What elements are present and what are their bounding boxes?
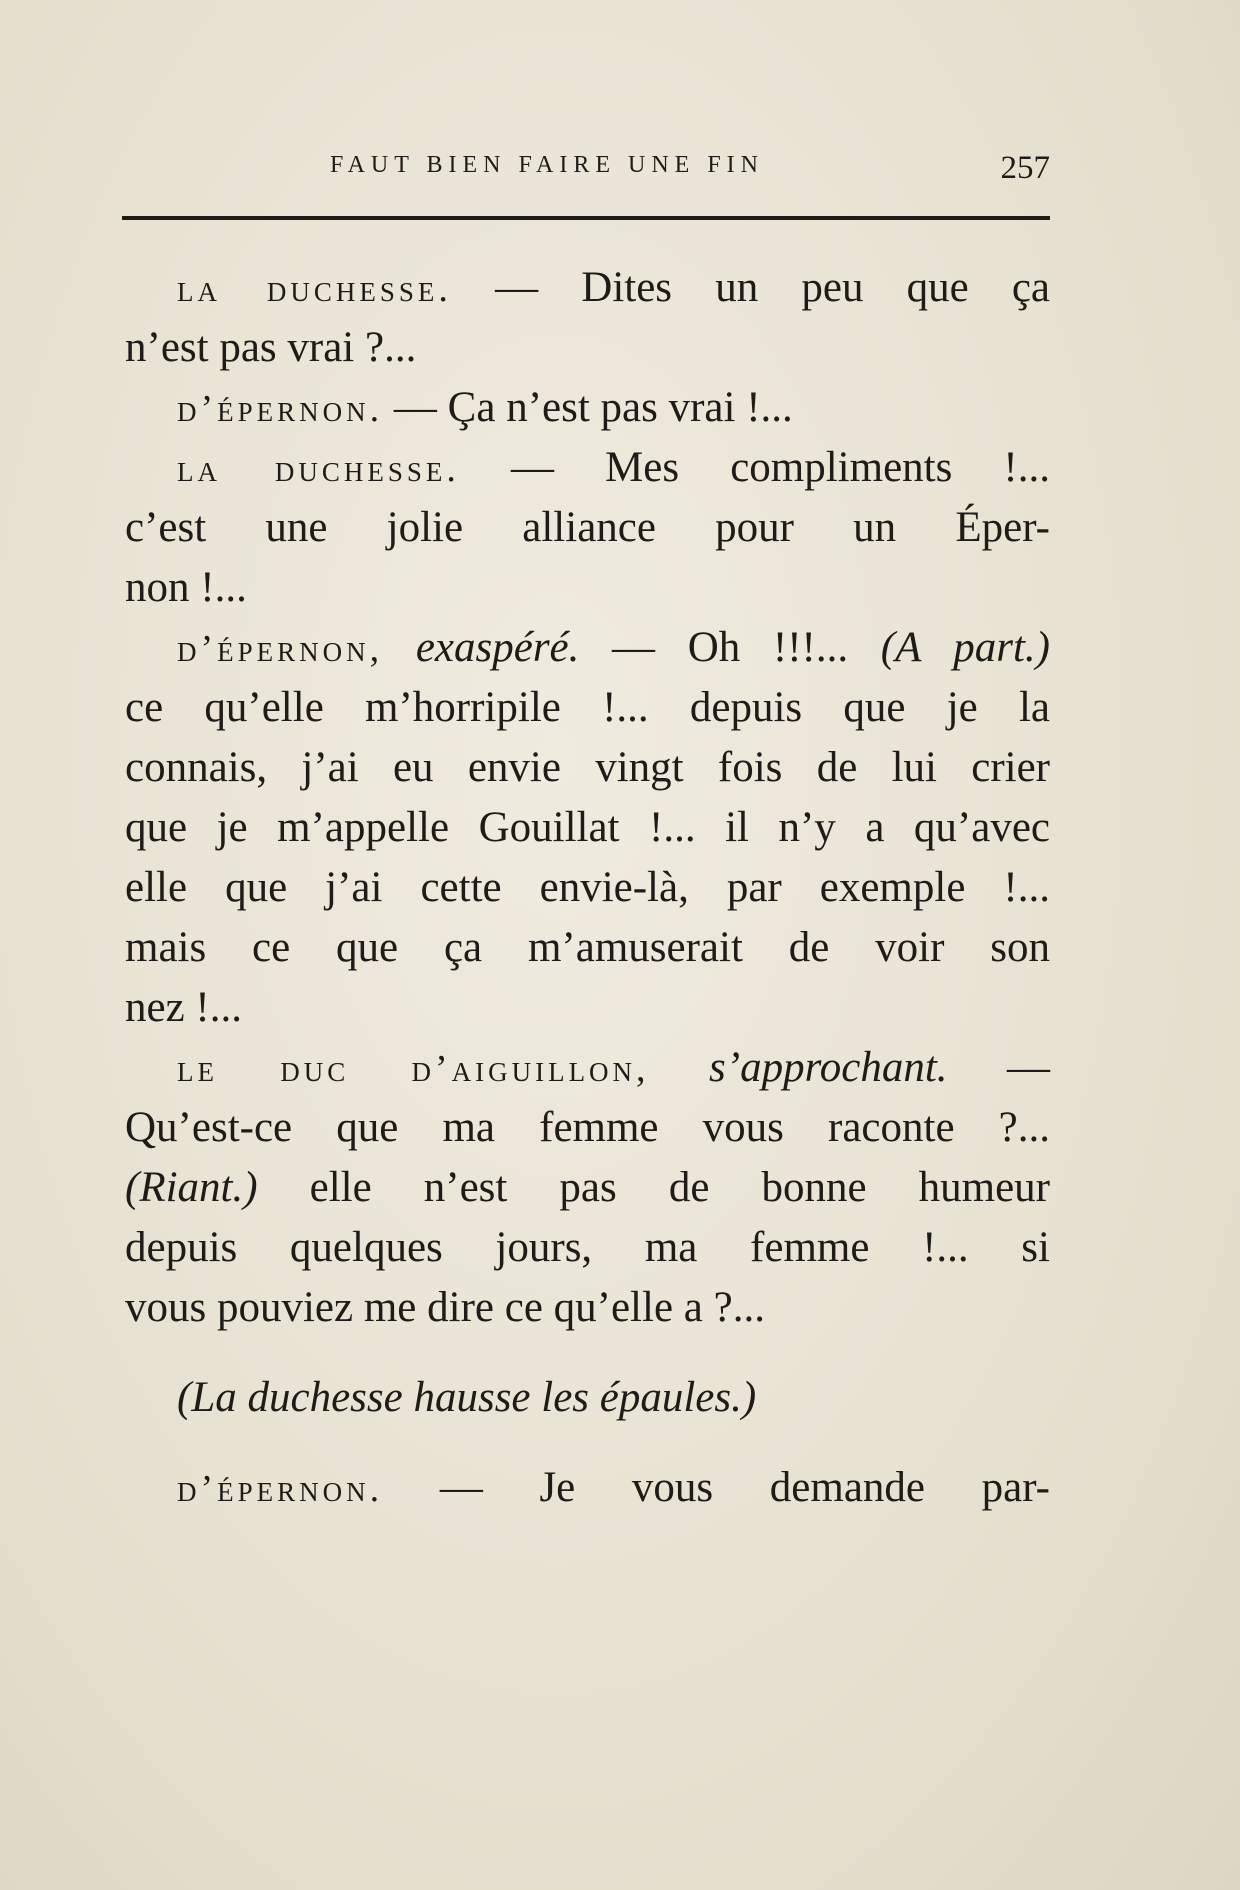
speaker-name: la duchesse. [177,268,452,310]
text-line: (Riant.) elle n’est pas de bonne humeur [125,1164,1050,1211]
speaker-name: d’épernon. [177,1468,384,1510]
text-line: depuis quelques jours, ma femme !... si [125,1224,1050,1271]
text-line: c’est une jolie alliance pour un Éper- [125,504,1050,551]
text-line: d’épernon, exaspéré. — Oh !!!... (A part.) [177,624,1050,671]
text-line: vous pouviez me dire ce qu’elle a ?... [125,1284,765,1331]
text-line: elle que j’ai cette envie-là, par exemple !... [125,864,1050,911]
text-line: que je m’appelle Gouillat !... il n’y a qu’avec [125,804,1050,851]
stage-direction: (Riant.) [125,1164,258,1211]
stage-direction: s’approchant. [709,1044,948,1091]
page-number: 257 [1000,150,1050,186]
text-line: connais, j’ai eu envie vingt fois de lui crier [125,744,1050,791]
speaker-name: d’épernon, [177,628,384,670]
stage-direction-line: (La duchesse hausse les épaules.) [177,1374,757,1421]
header-rule [122,216,1050,220]
text-line: la duchesse. — Mes compliments !... [177,444,1050,491]
page-header [125,150,1050,190]
speaker-name: d’épernon. [177,388,384,430]
running-title: FAUT BIEN FAIRE UNE FIN [330,152,765,178]
text-line: mais ce que ça m’amuserait de voir son [125,924,1050,971]
text-line: la duchesse. — Dites un peu que ça [177,264,1051,311]
speaker-name: la duchesse. [177,448,460,490]
text-line: nez !... [125,984,242,1031]
stage-direction: exaspéré. [415,624,580,671]
text-line: d’épernon. — Je vous demande par- [177,1464,1050,1511]
speaker-name: le duc d’aiguillon, [177,1048,650,1090]
text-line: ce qu’elle m’horripile !... depuis que je la [125,684,1050,731]
text-line: d’épernon. — Ça n’est pas vrai !... [177,384,793,431]
text-line: Qu’est-ce que ma femme vous raconte ?... [125,1104,1050,1151]
text-line: non !... [125,564,247,611]
text-line: n’est pas vrai ?... [125,324,417,371]
aside-direction: (A part.) [880,624,1050,671]
text-line: le duc d’aiguillon, s’approchant. — [177,1044,1051,1091]
